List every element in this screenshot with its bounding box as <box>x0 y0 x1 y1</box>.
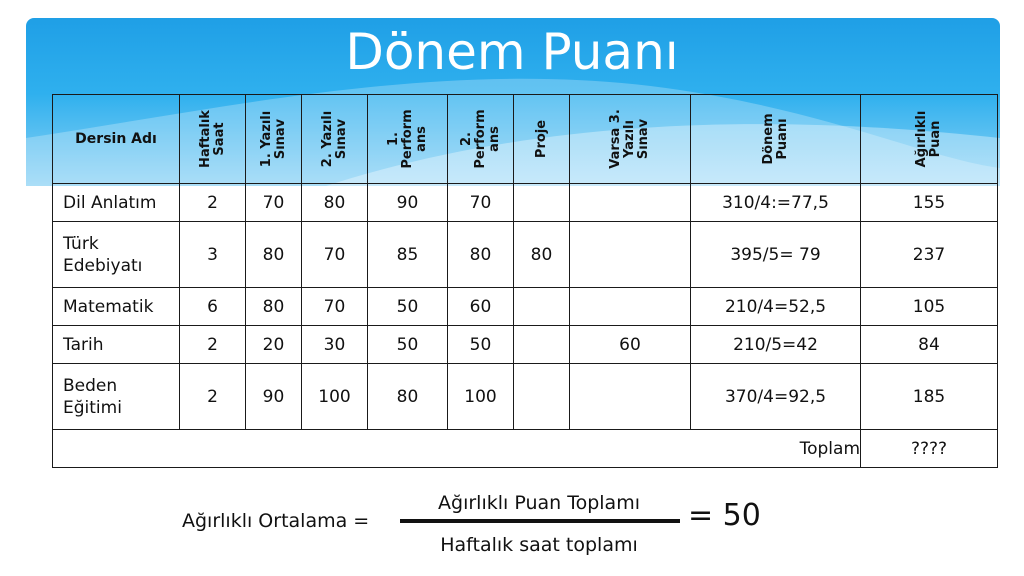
table-cell: 70 <box>302 288 368 326</box>
table-cell: 85 <box>368 222 448 288</box>
page-title: Dönem Puanı <box>345 23 679 81</box>
table-cell: 80 <box>246 222 302 288</box>
table-cell: 50 <box>368 288 448 326</box>
table-cell: 237 <box>861 222 998 288</box>
header-cell <box>368 95 448 184</box>
header-label: 1. Perform ans <box>385 109 429 169</box>
table-cell <box>570 288 691 326</box>
header-label: Haftalık Saat <box>197 110 227 168</box>
table-cell: 50 <box>448 326 514 364</box>
table-cell: 395/5= 79 <box>691 222 861 288</box>
table-cell: 80 <box>448 222 514 288</box>
total-value: ???? <box>861 430 998 468</box>
table-cell: 80 <box>368 364 448 430</box>
table-cell <box>514 288 570 326</box>
table-cell: 210/5=42 <box>691 326 861 364</box>
header-cell <box>448 95 514 184</box>
table-cell: 6 <box>180 288 246 326</box>
table-header-row <box>53 95 998 184</box>
header-label: 2. Perform ans <box>458 109 502 169</box>
header-label: Ağırlıklı Puan <box>914 110 943 168</box>
table-cell: 80 <box>514 222 570 288</box>
table-row <box>53 326 998 364</box>
table-cell: 100 <box>302 364 368 430</box>
table-cell: 3 <box>180 222 246 288</box>
table-cell: 20 <box>246 326 302 364</box>
header-cell <box>691 95 861 184</box>
total-label: Toplam <box>53 430 861 468</box>
table-cell: 2 <box>180 364 246 430</box>
table-cell: 185 <box>861 364 998 430</box>
subject-name-cell: Beden Eğitimi <box>53 364 180 430</box>
table-row <box>53 222 998 288</box>
header-cell <box>570 95 691 184</box>
table-cell: 155 <box>861 184 998 222</box>
table-cell <box>570 184 691 222</box>
subject-name-cell: Türk Edebiyatı <box>53 222 180 288</box>
table-cell: 90 <box>368 184 448 222</box>
subject-name-cell: Dil Anlatım <box>53 184 180 222</box>
table-cell: 310/4:=77,5 <box>691 184 861 222</box>
table-cell: 80 <box>302 184 368 222</box>
subject-name-cell: Matematik <box>53 288 180 326</box>
table-cell: 80 <box>246 288 302 326</box>
table-cell <box>570 364 691 430</box>
table-cell: 70 <box>246 184 302 222</box>
header-cell <box>246 95 302 184</box>
header-cell <box>514 95 570 184</box>
table-cell: 60 <box>448 288 514 326</box>
table-cell: 30 <box>302 326 368 364</box>
table-cell <box>514 184 570 222</box>
table-cell: 90 <box>246 364 302 430</box>
weighted-average-formula <box>0 480 1024 570</box>
header-label: 2. Yazılı Sınav <box>319 110 349 168</box>
header-label: Proje <box>533 119 549 159</box>
table-cell: 2 <box>180 326 246 364</box>
formula-denominator: Haftalık saat toplamı <box>440 534 638 556</box>
table-cell: 84 <box>861 326 998 364</box>
header-label: Varsa 3. Yazılı Sınav <box>608 109 651 169</box>
table-cell <box>570 222 691 288</box>
header-subject-name: Dersin Adı <box>53 95 180 184</box>
header-cell <box>302 95 368 184</box>
table-cell: 370/4=92,5 <box>691 364 861 430</box>
table-cell <box>514 326 570 364</box>
table-row <box>53 288 998 326</box>
table-row <box>53 184 998 222</box>
fraction-bar <box>400 519 680 523</box>
table-cell: 210/4=52,5 <box>691 288 861 326</box>
header-cell <box>180 95 246 184</box>
header-cell <box>861 95 998 184</box>
header-label: 1. Yazılı Sınav <box>258 110 288 168</box>
table-cell: 100 <box>448 364 514 430</box>
subject-name-cell: Tarih <box>53 326 180 364</box>
header-label: Dönem Puanı <box>760 113 790 165</box>
table-cell: 70 <box>448 184 514 222</box>
formula-result: = 50 <box>688 498 761 533</box>
table-cell <box>514 364 570 430</box>
table-cell: 70 <box>302 222 368 288</box>
grades-table <box>52 94 998 468</box>
total-row <box>53 430 998 468</box>
table-cell: 105 <box>861 288 998 326</box>
formula-numerator: Ağırlıklı Puan Toplamı <box>438 492 640 514</box>
formula-label: Ağırlıklı Ortalama = <box>182 510 370 532</box>
table-row <box>53 364 998 430</box>
table-cell: 2 <box>180 184 246 222</box>
table-cell: 50 <box>368 326 448 364</box>
table-cell: 60 <box>570 326 691 364</box>
